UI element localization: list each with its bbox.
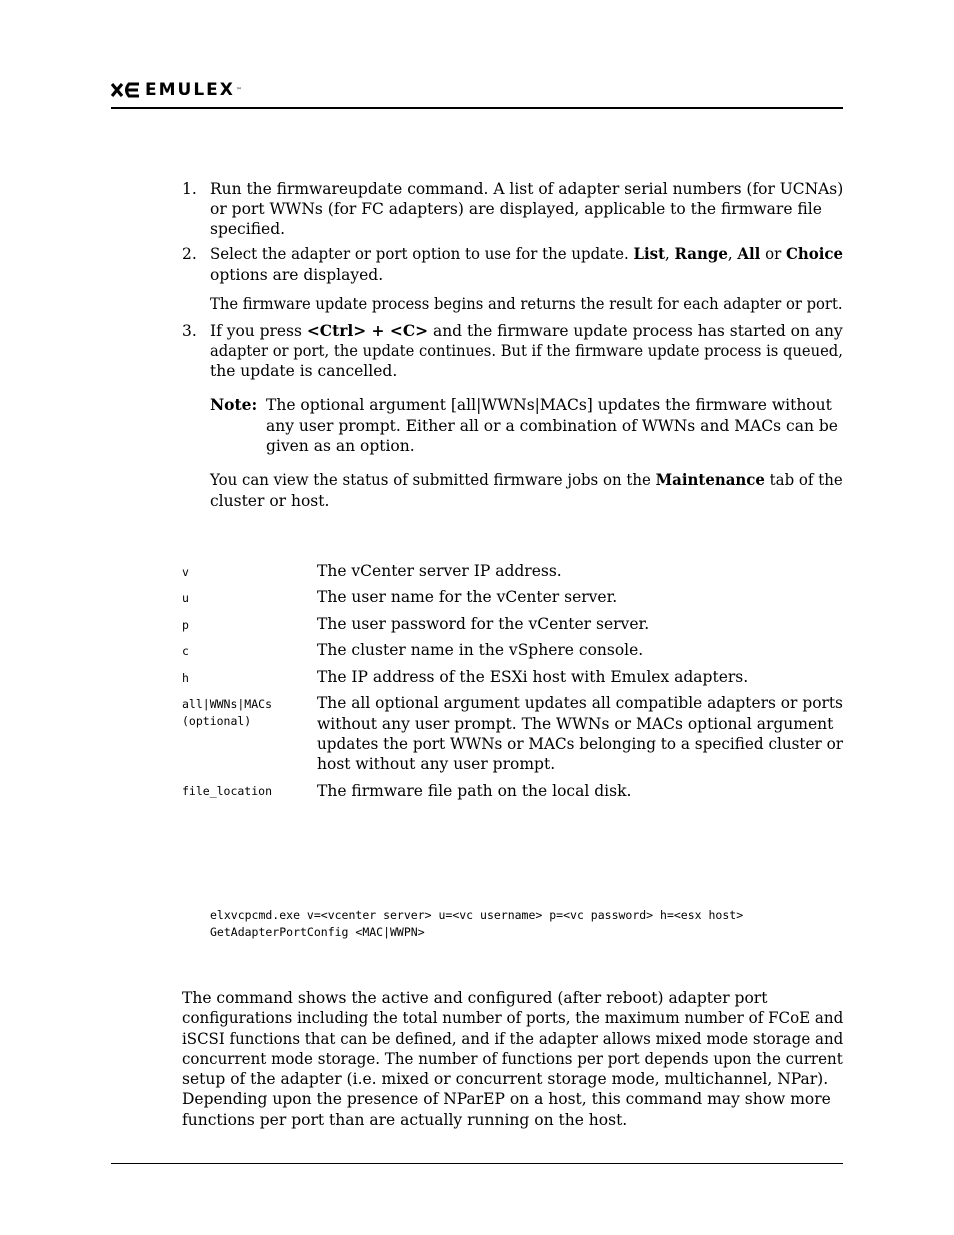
code-line-1: elxvcpcmd.exe v=<vcenter server> u=<vc username> p=<vc password> h=<esx host>: [210, 908, 744, 922]
status-line-1: [210, 470, 843, 490]
param-name-p: p: [182, 618, 189, 632]
code-line-2: GetAdapterPortConfig <MAC|WWPN>: [210, 925, 425, 939]
step-1-line-2: or port WWNs (for FC adapters) are displayed, applicable to the firmware file: [210, 200, 822, 218]
brand-name: EMULEX: [145, 80, 235, 100]
param-name-file-location: file_location: [182, 784, 273, 798]
emulex-logo: [111, 80, 242, 100]
param-desc-file-location: The firmware file path on the local disk.: [317, 782, 632, 800]
step-3-line-3: the update is cancelled.: [210, 362, 398, 380]
note-line-3: given as an option.: [266, 437, 415, 455]
option-list: List: [633, 244, 666, 263]
trademark-symbol: ™: [235, 86, 242, 94]
note-label: Note:: [210, 395, 258, 414]
status-line-2: cluster or host.: [210, 492, 330, 510]
step-2-line-2: options are displayed.: [210, 266, 384, 284]
param-name-h: h: [182, 671, 189, 685]
separator: ,: [727, 245, 738, 263]
param-desc-h: The IP address of the ESXi host with Emulex adapters.: [317, 668, 749, 686]
step-1-line-1: Run the firmwareupdate command. A list of adapter serial numbers (for UCNAs): [210, 180, 844, 198]
param-name-all-wwns-macs: all|WWNs|MACs: [182, 697, 273, 711]
keyboard-shortcut: <Ctrl> + <C>: [306, 321, 429, 340]
maintenance-tab-name: Maintenance: [655, 470, 765, 489]
step-2-number: 2.: [182, 245, 197, 263]
description-line-2: configurations including the total number of ports, the maximum number of FCoE and: [182, 1009, 844, 1027]
param-name-c: c: [182, 644, 189, 658]
step-3-text: and the firmware update process has started on any: [428, 322, 843, 340]
description-line-1: The command shows the active and configured (after reboot) adapter port: [182, 989, 768, 1007]
option-range: Range: [674, 244, 728, 263]
status-text: You can view the status of submitted firmware jobs on the: [210, 471, 656, 489]
status-text: tab of the: [764, 471, 843, 489]
param-desc-c: The cluster name in the vSphere console.: [317, 641, 644, 659]
param-name-u: u: [182, 591, 189, 605]
param-desc-all-line-1: The all optional argument updates all compatible adapters or ports: [317, 694, 843, 712]
param-name-v: v: [182, 565, 189, 579]
description-line-3: iSCSI functions that can be defined, and if the adapter allows mixed mode storage and: [182, 1030, 844, 1048]
step-3-text: If you press: [210, 322, 307, 340]
separator: ,: [665, 245, 675, 263]
param-desc-all-line-3: updates the port WWNs or MACs belonging to a specified cluster or: [317, 735, 844, 753]
note-line-2: any user prompt. Either all or a combination of WWNs and MACs can be: [266, 417, 838, 435]
step-3-number: 3.: [182, 322, 197, 340]
description-line-5: setup of the adapter (i.e. mixed or concurrent storage mode, multichannel, NPar).: [182, 1070, 829, 1088]
emulex-logo-icon: [111, 81, 141, 99]
footer-rule: [111, 1163, 843, 1164]
option-all: All: [737, 244, 761, 263]
description-line-6: Depending upon the presence of NParEP on a host, this command may show more: [182, 1090, 831, 1108]
step-2-line-1: [210, 244, 843, 264]
step-2-text: Select the adapter or port option to use for the update.: [210, 245, 634, 263]
param-desc-all-line-4: host without any user prompt.: [317, 755, 556, 773]
step-2-followup: The firmware update process begins and returns the result for each adapter or port.: [210, 295, 843, 313]
param-desc-u: The user name for the vCenter server.: [317, 588, 618, 606]
param-name-optional: (optional): [182, 714, 252, 728]
header-rule: [111, 107, 843, 109]
note-line-1: The optional argument [all|WWNs|MACs] updates the firmware without: [266, 396, 832, 414]
param-desc-p: The user password for the vCenter server.: [317, 615, 650, 633]
step-1-line-3: specified.: [210, 220, 286, 238]
step-1-number: 1.: [182, 180, 197, 198]
param-desc-v: The vCenter server IP address.: [317, 562, 562, 580]
param-desc-all-line-2: without any user prompt. The WWNs or MACs optional argument: [317, 715, 834, 733]
separator-or: or: [760, 245, 787, 263]
description-line-4: concurrent mode storage. The number of functions per port depends upon the current: [182, 1050, 843, 1068]
description-line-7: functions per port than are actually running on the host.: [182, 1111, 628, 1129]
step-3-line-1: [210, 321, 843, 341]
option-choice: Choice: [786, 244, 844, 263]
step-3-line-2: adapter or port, the update continues. But if the firmware update process is queued,: [210, 342, 843, 360]
